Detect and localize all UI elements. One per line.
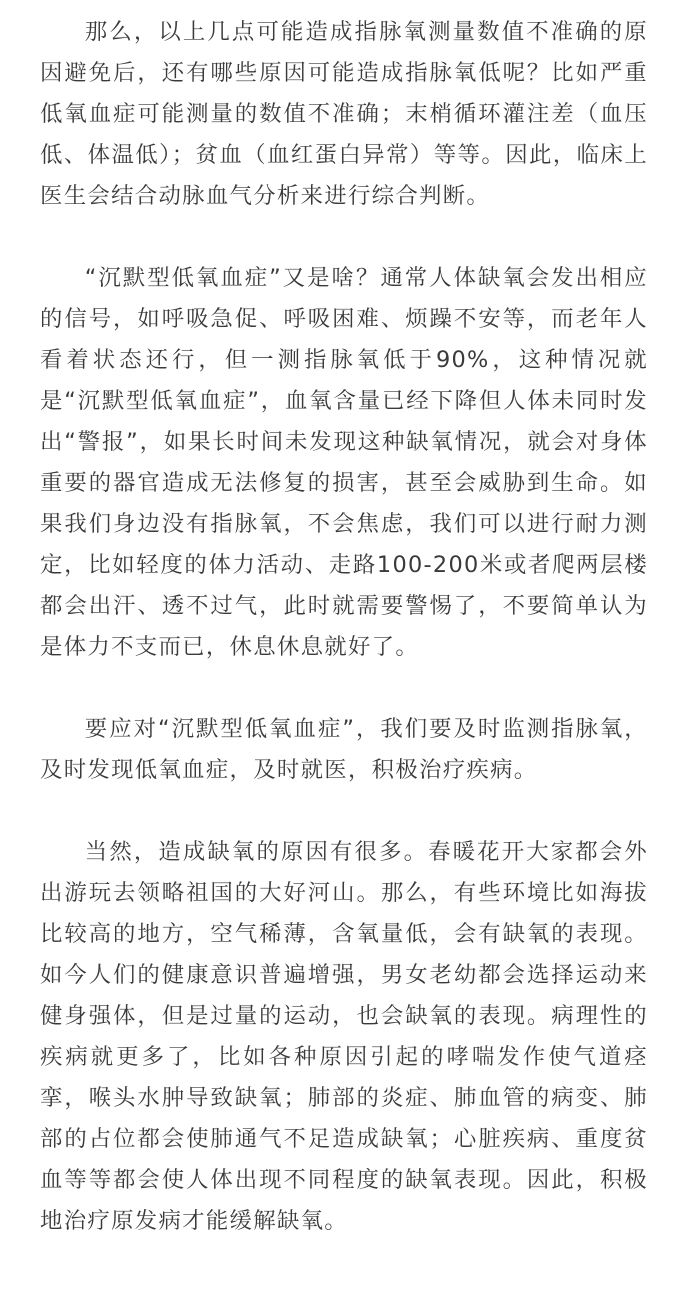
paragraph-silent-hypoxemia: “沉默型低氧血症”又是啥？通常人体缺氧会发出相应的信号，如呼吸急促、呼吸困难、烦躁不安等，而老年人看着状态还行，但一测指脉氧低于90%，这种情况就是“沉默型低氧血症”，血氧含量已经下降但人体未同时发出“警报”，如果长时间未发现这种缺氧情况，就会对身体重要的器官造成无法修复的损害，甚至会威胁到生命。如果我们身边没有指脉氧，不会焦虑，我们可以进行耐力测定，比如轻度的体力活动、走路100-200米或者爬两层楼都会出汗、透不过气，此时就需要警惕了，不要简单认为是体力不支而已，休息休息就好了。 — [40, 265, 648, 660]
paragraph-other-hypoxia-causes: 当然，造成缺氧的原因有很多。春暖花开大家都会外出游玩去领略祖国的大好河山。那么，有些环境比如海拔比较高的地方，空气稀薄，含氧量低，会有缺氧的表现。如今人们的健康意识普遍增强，男女老幼都会选择运动来健身强体，但是过量的运动，也会缺氧的表现。病理性的疾病就更多了，比如各种原因引起的哮喘发作使气道痉挛，喉头水肿导致缺氧；肺部的炎症、肺血管的病变、肺部的占位都会使肺通气不足造成缺氧；心脏疾病、重度贫血等等都会使人体出现不同程度的缺氧表现。因此，积极地治疗原发病才能缓解缺氧。 — [40, 839, 648, 1234]
paragraph-low-spo2-causes: 那么，以上几点可能造成指脉氧测量数值不准确的原因避免后，还有哪些原因可能造成指脉氧低呢？比如严重低氧血症可能测量的数值不准确；末梢循环灌注差（血压低、体温低）；贫血（血红蛋白异常）等等。因此，临床上医生会结合动脉血气分析来进行综合判断。 — [40, 19, 648, 209]
paragraph-response-advice: 要应对“沉默型低氧血症”，我们要及时监测指脉氧，及时发现低氧血症，及时就医，积极治疗疾病。 — [40, 716, 648, 783]
